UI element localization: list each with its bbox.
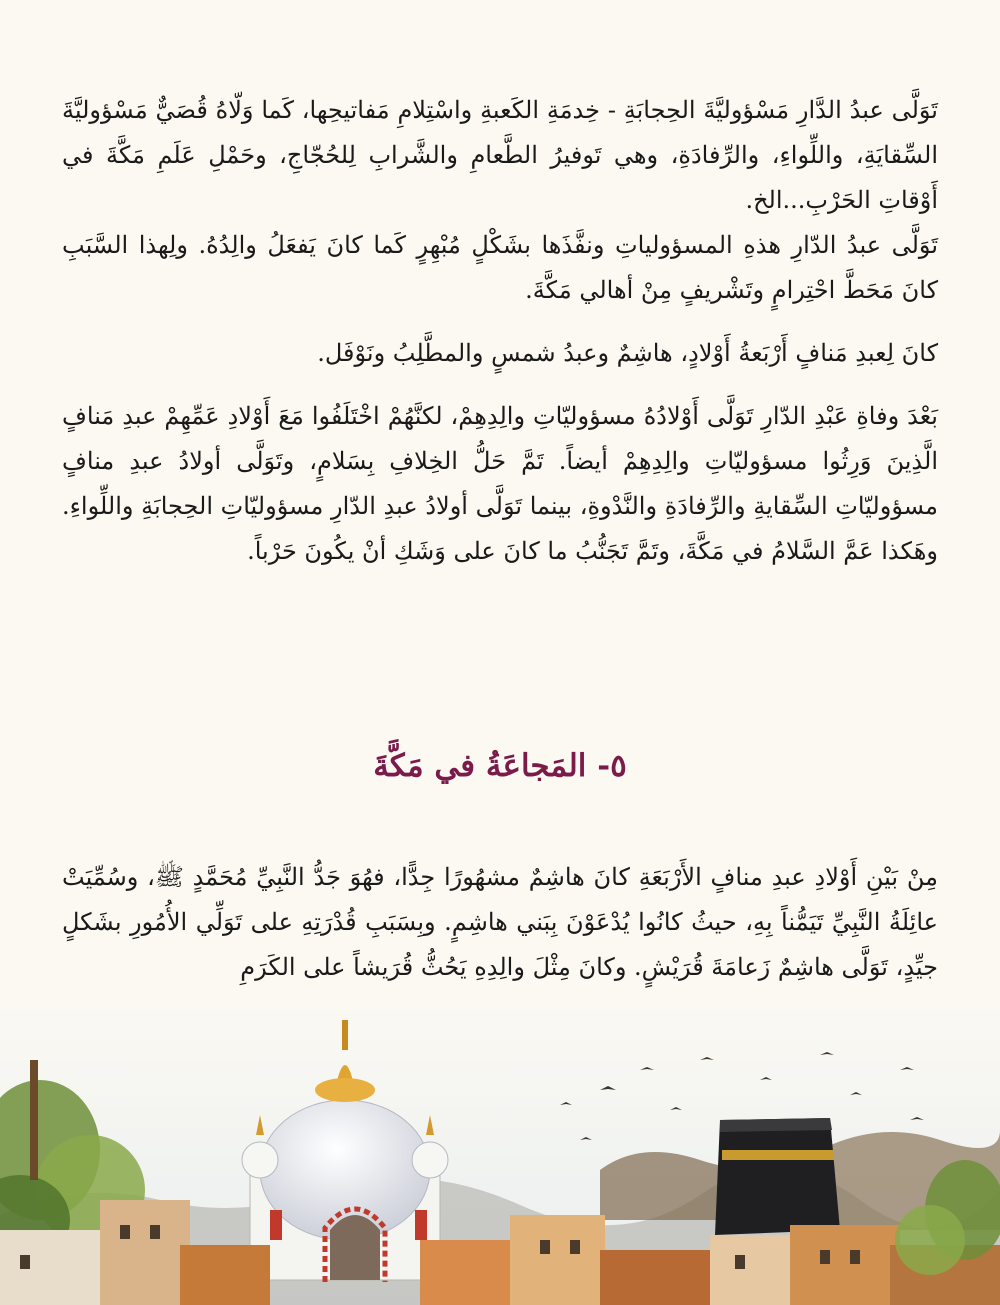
paragraph-abd-manaf-sons: كانَ لِعبدِ مَنافٍ أَرْبَعةُ أَوْلادٍ، هاشِمٌ وعبدُ شمسٍ والمطَّلِبُ ونَوْفَل. [317, 339, 938, 367]
paragraph-dispute-resolution: بَعْدَ وفاةِ عَبْدِ الدّارِ تَوَلَّى أَوْلادُهُ مسؤوليّاتِ والِدِهِمْ، لكنَّهُمْ اخْتَلَفُوا مَعَ أَوْلادِ عَمِّهِمْ عبدِ مَنافٍ الَّذِينَ وَرِثُوا مسؤوليّاتِ والِدِهِمْ أيضاً. تَمَّ حَلُّ الخِلافِ بِسَلامٍ، وتَوَلَّى أولادُ عبدِ منافٍ مسؤوليّاتِ السِّقايةِ والرِّفادَةِ والنَّدْوةِ، بينما تَوَلَّى أولادُ عبدِ الدّارِ مسؤوليّاتِ الحِجابَةِ واللِّواءِ. وهَكذا عَمَّ السَّلامُ في مَكَّةَ، وتَمَّ تَجَنُّبُ ما كانَ على وَشَكِ أنْ يكُونَ حَرْباً. [62, 402, 938, 565]
lower-text-block [62, 855, 938, 990]
kaaba [715, 1118, 840, 1235]
upper-text-block [62, 88, 938, 574]
section-heading: ٥- المَجاعَةُ في مَكَّةَ [373, 748, 627, 784]
mecca-illustration [0, 1000, 1000, 1305]
paragraph-hashim: مِنْ بَيْنِ أَوْلادِ عبدِ منافٍ الأَرْبَعَةِ كانَ هاشِمٌ مشهُورًا جِدًّا، فهُوَ جَدُّ النَّبِيِّ مُحَمَّدٍ ﷺ، وسُمِّيَتْ عائِلَةُ النَّبِيِّ تَيَمُّناً بِهِ، حيثُ كانُوا يُدْعَوْنَ بِبَني هاشِمٍ. وبِسَبَبِ قُدْرَتِهِ على تَوَلِّي الأُمُورِ بشَكلٍ جيِّدٍ، تَوَلَّى هاشِمٌ زَعامَةَ قُرَيْشٍ. وكانَ مِثْلَ والِدِهِ يَحُثُّ قُرَيشاً على الكَرَمِ [62, 863, 938, 981]
paragraph-hijaba: تَوَلَّى عبدُ الدَّارِ مَسْؤوليَّةَ الحِجابَةِ - خِدمَةِ الكَعبةِ واسْتِلامِ مَفاتيحِها، كَما وَلّاهُ قُصَيٌّ مَسْؤوليَّةَ السِّقايَةِ، واللِّواءِ، والرِّفادَةِ، وهي تَوفيرُ الطَّعامِ والشَّرابِ لِلحُجّاجِ، وحَمْلِ عَلَمِ مَكَّةَ في أَوْقاتِ الحَرْبِ...الخ. [62, 96, 938, 214]
paragraph-abd-al-dar-duties: تَوَلَّى عبدُ الدّارِ هذهِ المسؤولياتِ ونفَّذَها بشَكْلٍ مُبْهِرٍ كَما كانَ يَفعَلُ والِدُهُ. ولِهذا السَّبَبِ كانَ مَحَطَّ احْتِرامٍ وتَشْريفٍ مِنْ أهالي مَكَّةَ. [62, 231, 939, 304]
